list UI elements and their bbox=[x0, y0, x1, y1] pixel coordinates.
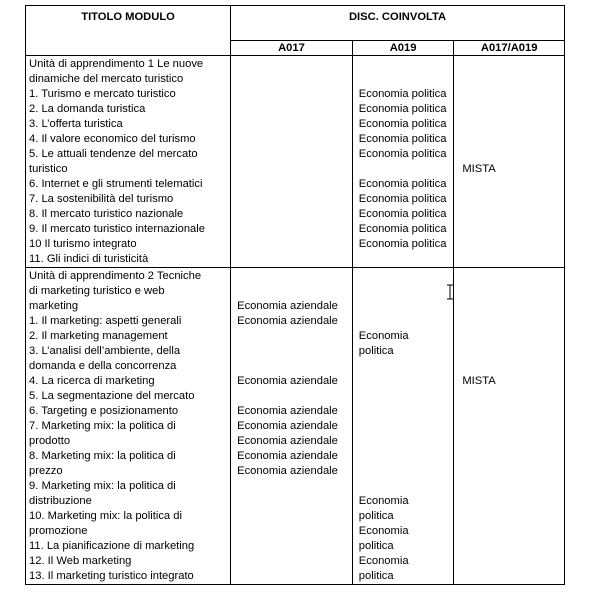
unit-1-a019-value: Economia politica bbox=[358, 88, 447, 100]
unit-1-item: 3. L’offerta turistica bbox=[29, 118, 123, 130]
unit-1-a017-cell bbox=[231, 56, 353, 268]
unit-2-a019-value bbox=[359, 404, 452, 419]
unit-1-item: 6. Internet e gli strumenti telematici bbox=[29, 178, 203, 190]
unit-2-a019-value bbox=[359, 269, 452, 284]
unit-2-a017-value: Economia aziendale bbox=[237, 420, 338, 432]
unit-2-a019-value bbox=[359, 359, 452, 374]
unit-1-a019-value: Economia politica bbox=[358, 133, 447, 145]
unit-2-a019-value bbox=[359, 434, 452, 449]
unit-1-a019-value: Economia politica bbox=[358, 178, 447, 190]
header-a019: A019 bbox=[352, 41, 454, 56]
header-a017: A017 bbox=[231, 41, 353, 56]
unit-2-a019-value: Economia bbox=[358, 555, 409, 567]
unit-1-mista: MISTA bbox=[462, 163, 496, 175]
unit-2-row bbox=[26, 268, 565, 585]
unit-1-a019-value bbox=[359, 162, 452, 177]
unit-2-title-line: di marketing turistico e web bbox=[29, 285, 165, 297]
unit-2-item: distribuzione bbox=[29, 495, 92, 507]
unit-2-item: 6. Targeting e posizionamento bbox=[29, 405, 179, 417]
unit-2-a017-value: Economia aziendale bbox=[237, 465, 338, 477]
unit-1-a019-value: Economia politica bbox=[358, 208, 447, 220]
unit-2-a019-value bbox=[359, 479, 452, 494]
unit-2-item: 13. Il marketing turistico integrato bbox=[29, 570, 194, 582]
unit-2-a019-value bbox=[359, 419, 452, 434]
unit-2-a017-value bbox=[237, 344, 350, 359]
unit-1-item: 7. La sostenibilità del turismo bbox=[29, 193, 174, 205]
unit-1-a019-value: Economia politica bbox=[358, 118, 447, 130]
unit-2-a019-value: politica bbox=[358, 570, 394, 582]
unit-2-mista: MISTA bbox=[462, 375, 496, 387]
unit-1-a019-value: Economia politica bbox=[358, 103, 447, 115]
unit-2-a017-value bbox=[237, 269, 350, 284]
unit-2-a017-value bbox=[237, 284, 350, 299]
unit-2-item: prezzo bbox=[29, 465, 63, 477]
unit-2-title-line: Unità di apprendimento 2 Tecniche bbox=[29, 270, 202, 282]
unit-2-a019-value bbox=[359, 449, 452, 464]
unit-2-item: 9. Marketing mix: la politica di bbox=[29, 480, 176, 492]
unit-2-a019-value: Economia bbox=[358, 330, 409, 342]
unit-2-mista-cell bbox=[454, 268, 565, 585]
header-a017-a019: A017/A019 bbox=[454, 41, 565, 56]
unit-2-a017-value: Economia aziendale bbox=[237, 375, 338, 387]
unit-1-a019-value: Economia politica bbox=[358, 193, 447, 205]
unit-1-title-line: Unità di apprendimento 1 Le nuove bbox=[29, 58, 204, 70]
unit-2-a019-value bbox=[359, 389, 452, 404]
unit-2-a019-value: politica bbox=[358, 510, 394, 522]
unit-2-a017-value bbox=[237, 329, 350, 344]
unit-2-a019-value: Economia bbox=[358, 495, 409, 507]
unit-2-item: 7. Marketing mix: la politica di bbox=[29, 420, 176, 432]
unit-2-a019-value bbox=[359, 464, 452, 479]
unit-2-item: 10. Marketing mix: la politica di bbox=[29, 510, 182, 522]
unit-2-a019-value bbox=[359, 299, 452, 314]
unit-1-item: 8. Il mercato turistico nazionale bbox=[29, 208, 184, 220]
text-cursor-icon bbox=[446, 284, 454, 300]
unit-2-a017-cell bbox=[231, 268, 353, 585]
unit-2-item: prodotto bbox=[29, 435, 71, 447]
unit-1-item: 9. Il mercato turistico internazionale bbox=[29, 223, 205, 235]
unit-2-item: 11. La pianificazione di marketing bbox=[29, 540, 195, 552]
unit-2-a017-value: Economia aziendale bbox=[237, 405, 338, 417]
unit-2-item: 8. Marketing mix: la politica di bbox=[29, 450, 176, 462]
unit-1-a019-value: Economia politica bbox=[358, 148, 447, 160]
unit-2-a019-value: Economia bbox=[358, 525, 409, 537]
unit-2-item: 3. L’analisi dell’ambiente, della bbox=[29, 345, 181, 357]
unit-2-item: 1. Il marketing: aspetti generali bbox=[29, 315, 182, 327]
unit-2-a019-value: politica bbox=[358, 345, 394, 357]
unit-2-item: promozione bbox=[29, 525, 88, 537]
unit-1-item: 5. Le attuali tendenze del mercato bbox=[29, 148, 198, 160]
unit-2-a019-value bbox=[359, 284, 452, 299]
unit-1-title-line: dinamiche del mercato turistico bbox=[29, 73, 184, 85]
unit-2-a019-value bbox=[359, 314, 452, 329]
unit-2-a017-value: Economia aziendale bbox=[237, 315, 338, 327]
unit-1-a019-value: Economia politica bbox=[358, 223, 447, 235]
unit-2-a019-value: politica bbox=[358, 540, 394, 552]
unit-2-a017-value: Economia aziendale bbox=[237, 435, 338, 447]
module-table bbox=[25, 5, 565, 585]
unit-2-a017-value: Economia aziendale bbox=[237, 300, 338, 312]
unit-2-a017-value bbox=[237, 359, 350, 374]
header-title-module: TITOLO MODULO bbox=[26, 6, 231, 56]
unit-2-a017-value bbox=[237, 389, 350, 404]
unit-2-content bbox=[26, 268, 231, 585]
header-disc-coinvolta: DISC. COINVOLTA bbox=[231, 6, 565, 41]
unit-1-content bbox=[26, 56, 231, 268]
unit-2-item: 12. Il Web marketing bbox=[29, 555, 132, 567]
unit-1-a019-value bbox=[359, 252, 452, 267]
unit-2-a017-value: Economia aziendale bbox=[237, 450, 338, 462]
unit-1-row bbox=[26, 56, 565, 268]
unit-2-item: 4. La ricerca di marketing bbox=[29, 375, 155, 387]
unit-2-a019-cell bbox=[352, 268, 454, 585]
unit-1-item: 4. Il valore economico del turismo bbox=[29, 133, 196, 145]
unit-2-item: 2. Il marketing management bbox=[29, 330, 168, 342]
unit-1-a019-cell bbox=[352, 56, 454, 268]
unit-1-a019-value: Economia politica bbox=[358, 238, 447, 250]
unit-1-mista-cell bbox=[454, 56, 565, 268]
unit-2-item: 5. La segmentazione del mercato bbox=[29, 390, 195, 402]
unit-1-item: 11. Gli indici di turisticità bbox=[29, 253, 149, 265]
unit-1-item: 10 Il turismo integrato bbox=[29, 238, 137, 250]
unit-1-item: 2. La domanda turistica bbox=[29, 103, 146, 115]
unit-1-item: turistico bbox=[29, 163, 68, 175]
unit-2-title-line: marketing bbox=[29, 300, 79, 312]
unit-2-item: domanda e della concorrenza bbox=[29, 360, 177, 372]
unit-1-item: 1. Turismo e mercato turistico bbox=[29, 88, 176, 100]
unit-2-a019-value bbox=[359, 374, 452, 389]
